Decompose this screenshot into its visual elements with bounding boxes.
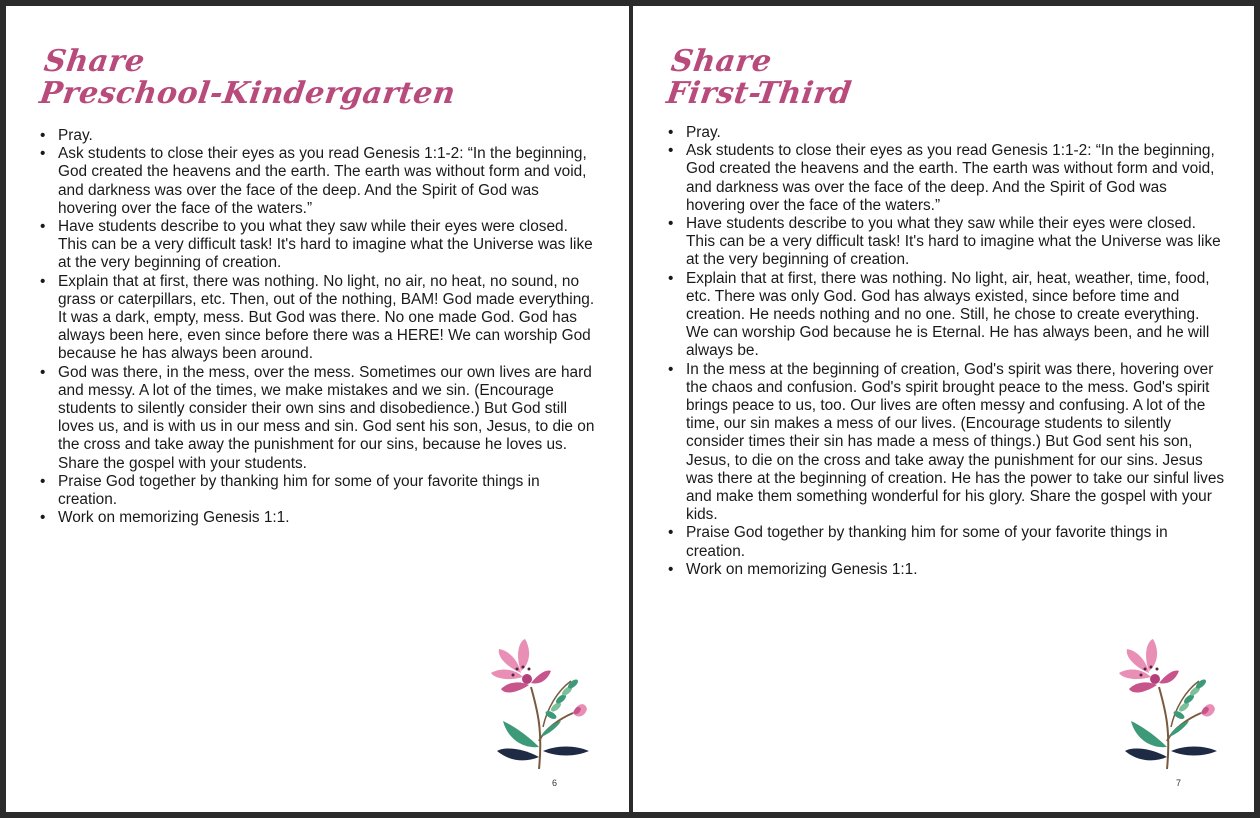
- page-right: [633, 6, 1254, 812]
- page-title: [38, 46, 462, 110]
- list-item: • Ask students to close their eyes as you read Genesis 1:1-2: “In the beginning, God created the heavens and the earth. The earth was without form and void, and darkness was over the face of the deep. And the Spirit of God was hovering over the face of the waters.”: [666, 142, 1226, 215]
- page-number: 6: [552, 778, 558, 788]
- list-item: • Pray.: [38, 127, 598, 145]
- page-left: [6, 6, 629, 812]
- list-item: • Have students describe to you what they saw while their eyes were closed. This can be a very difficult task! It's hard to imagine what the Universe was like at the very beginning of creation.: [666, 215, 1226, 270]
- title-line-grade: First-Third: [664, 76, 854, 111]
- list-item: • Pray.: [666, 124, 1226, 142]
- list-item: • Work on memorizing Genesis 1:1.: [666, 561, 1226, 579]
- page-title: [665, 46, 859, 110]
- list-item: • Praise God together by thanking him for some of your favorite things in creation.: [38, 473, 598, 509]
- bullet-list: [666, 124, 1226, 579]
- flower-illustration-icon: [481, 629, 591, 774]
- page-number: 7: [1176, 778, 1182, 788]
- list-item: • In the mess at the beginning of creation, God's spirit was there, hovering over the chaos and confusion. God's spirit brought peace to the mess. God's spirit brings peace to us, too. Our lives are often messy and confusing. A lot of the time, our sin makes a mess of our lives. (Encourage students to silently consider times their sin has made a mess of things.) But God sent his son, Jesus, to die on the cross and take away the punishment for our sins. Jesus was there at the beginning of creation. He has the power to take our sinful lives and make them something wonderful for his glory. Share the gospel with your kids.: [666, 361, 1226, 525]
- list-item: • Explain that at first, there was nothing. No light, air, heat, weather, time, food, etc. There was only God. God has always existed, since before time and creation. He needs nothing and no one. Still, he chose to create everything. We can worship God because he is Eternal. He has always been, and he will always be.: [666, 270, 1226, 361]
- list-item: • Praise God together by thanking him for some of your favorite things in creation.: [666, 524, 1226, 560]
- flower-illustration-icon: [1109, 629, 1219, 774]
- list-item: • Ask students to close their eyes as you read Genesis 1:1-2: “In the beginning, God created the heavens and the earth. The earth was without form and void, and darkness was over the face of the deep. And the Spirit of God was hovering over the face of the waters.”: [38, 145, 598, 218]
- title-line-grade: Preschool-Kindergarten: [37, 76, 458, 111]
- list-item: • Work on memorizing Genesis 1:1.: [38, 509, 598, 527]
- list-item: • God was there, in the mess, over the mess. Sometimes our own lives are hard and messy. A lot of the times, we make mistakes and we sin. (Encourage students to silently consider their own sins and disobedience.) But God still loves us, and is with us in our mess and sin. God sent his son, Jesus, to die on the cross and take away the punishment for our sins, because he loves us. Share the gospel with your students.: [38, 364, 598, 473]
- list-item: • Explain that at first, there was nothing. No light, no air, no heat, no sound, no grass or caterpillars, etc. Then, out of the nothing, BAM! God made everything. It was a dark, empty, mess. But God was there. No one made God. God has always been here, even since before there was a HERE! We can worship God because he has always been around.: [38, 273, 598, 364]
- title-line-share: Share: [668, 44, 775, 79]
- bullet-list: [38, 127, 598, 527]
- title-line-share: Share: [41, 44, 148, 79]
- list-item: • Have students describe to you what they saw while their eyes were closed. This can be a very difficult task! It's hard to imagine what the Universe was like at the very beginning of creation.: [38, 218, 598, 273]
